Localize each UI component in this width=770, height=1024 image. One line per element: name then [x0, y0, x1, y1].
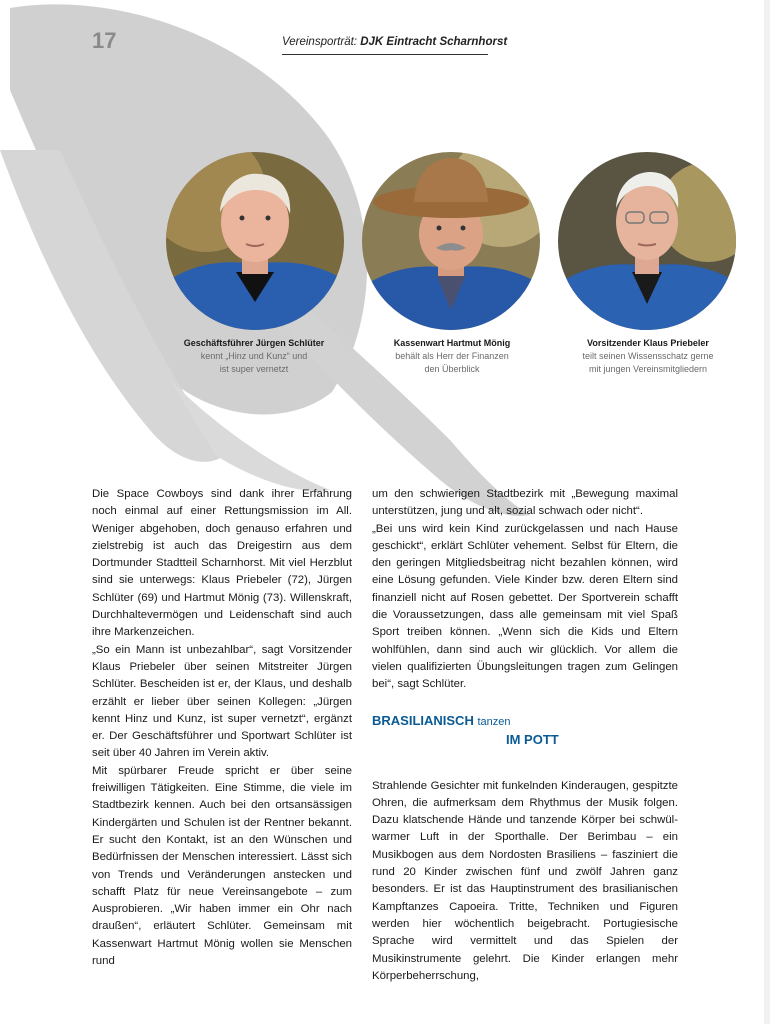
caption-name: Vorsitzender Klaus Priebeler [587, 338, 709, 348]
running-header [282, 36, 508, 55]
caption-name: Kassenwart Hartmut Mönig [393, 338, 511, 348]
section-subheading [372, 712, 678, 748]
article-paragraph: Die Space Cowboys sind dank ihrer Erfahrung noch einmal auf einer Rettungsmission im All. Weniger abgehoben, doch genauso erfahren und zielstrebig ist auch das Dreigestirn aus dem Dortmunder Stadtteil Scharnhorst. Mit viel Herzblut sind sie unterwegs: Klaus Priebeler (72), Jürgen Schlüter (69) und Hartmut Mönig (73). Willenskraft, Durchhaltevermögen und Leidenschaft sind auch ihre Markenzeichen. [92, 488, 352, 639]
header-prefix: Vereinsporträt: [282, 36, 361, 48]
portrait-klaus-priebeler [558, 152, 736, 330]
subheading-small: tanzen [477, 715, 511, 728]
article-paragraph: um den schwierigen Stadtbezirk mit „Bewegung maximal unterstützen, jung und alt, sozial schwach oder nicht“. [372, 488, 678, 518]
page-number: 17 [92, 28, 117, 53]
subheading-bold: BRASILIANISCH [372, 712, 474, 728]
portrait-caption-1 [154, 337, 354, 376]
caption-line: den Überblick [424, 364, 480, 374]
caption-line: kennt „Hinz und Kunz“ und [200, 351, 308, 361]
article-column-left [92, 486, 352, 970]
subheading-line2: IM POTT [506, 731, 559, 747]
article-paragraph: Mit spürbarer Freude spricht er über seine freiwilligen Tätigkeiten. Eine Stimme, die viele im Stadtbezirk kennen. Auch bei den ortsansässigen Kindergärten und Schulen ist der Rentner bekannt. Er sucht den Kontakt, ist an den Wünschen und Bedürfnissen der Menschen interessiert. Lässt sich von Trends und Veränderungen anstecken und schafft Platz für neue Vereinsangebote – zum Ausprobieren. „Wir haben immer ein Ohr nach draußen“, erläutert Schlüter. Gemeinsam mit Kassenwart Hartmut Mönig wollen sie Menschen rund [92, 764, 352, 968]
article-paragraph: „So ein Mann ist unbezahlbar“, sagt Vorsitzender Klaus Priebeler über seinen Mitstreiter Jürgen Schlüter. Bescheiden ist er, der Klaus, und deshalb erzählt er lieber über seinen Kollegen: „Jürgen kennt Hinz und Kunz, ist super vernetzt“, ergänzt er. Der Geschäftsführer und Sportwart Schlüter ist seit über 40 Jahren im Verein aktiv. [92, 643, 352, 760]
caption-line: teilt seinen Wissensschatz gerne [582, 351, 714, 361]
portrait-juergen-schlueter [166, 152, 344, 330]
article-column-right [372, 486, 678, 985]
caption-line: behält als Herr der Finanzen [395, 351, 509, 361]
portrait-caption-2 [352, 337, 552, 376]
article-paragraph: „Bei uns wird kein Kind zurückgelassen und nach Hause geschickt“, erklärt Schlüter vehement. Selbst für Eltern, die den geringen Mitgliedsbeitrag nicht bezahlen können, wird eine Lösung gefunden. Viele Kinder bzw. deren Eltern sind finanziell nicht auf Rosen gebettet. Der Sportverein schafft die Voraussetzungen, dass alle gemeinsam mit viel Spaß Sport treiben können. „Wenn sich die Kids und Eltern wohlfühlen, dann sind auch wir glücklich. Vor allem die vielen qualifizierten Übungsleitungen tragen zum Gelingen bei“, sagt Schlüter. [372, 522, 678, 691]
article-paragraph: Strahlende Gesichter mit funkelnden Kinderaugen, gespitzte Ohren, die aufmerksam dem Rhythmus der Musik folgen. Dazu klatschende Hände und tanzende Körper bei schwül-warmer Luft in der Sporthalle. Der Berimbau – ein Musikbogen aus dem Nordosten Brasiliens – fasziniert die rund 20 Kinder zwischen fünf und zwölf Jahren ganz besonders. Er ist das Hauptinstrument des brasilianischen Kampftanzes Capoeira. Tritte, Techniken und Figuren werden hier wöchentlich beigebracht. Portugiesische Sprache wird vermittelt und das Spielen der Musikinstrumente gelehrt. Die Kinder erlangen mehr Körperbeherrschung, [372, 779, 678, 982]
portrait-hartmut-moenig [362, 152, 540, 330]
header-club-name: DJK Eintracht Scharnhorst [360, 36, 508, 48]
portrait-caption-3 [548, 337, 748, 376]
caption-name: Geschäftsführer Jürgen Schlüter [183, 338, 325, 348]
caption-line: mit jungen Vereinsmitgliedern [588, 364, 708, 374]
caption-line: ist super vernetzt [219, 364, 289, 374]
